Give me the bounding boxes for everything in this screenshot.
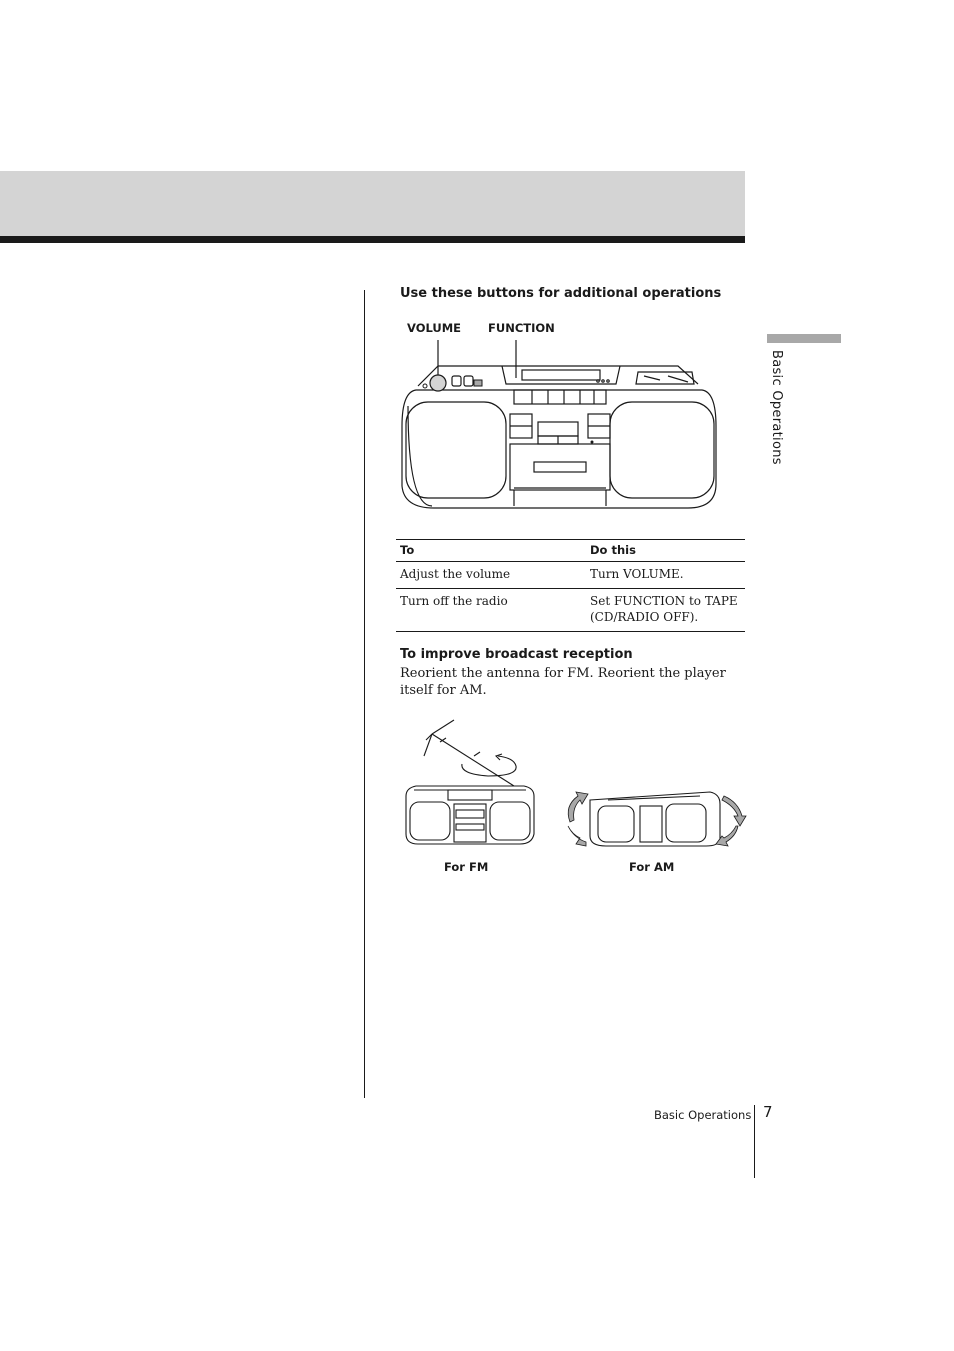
section-side-tab-label: Basic Operations: [769, 350, 784, 465]
table-cell-do-this: [586, 589, 745, 632]
fm-antenna-illustration: [402, 716, 538, 848]
header-rule: [0, 236, 745, 243]
am-caption: For AM: [629, 860, 675, 874]
reception-body: Reorient the antenna for FM. Reorient the player itself for AM.: [400, 666, 726, 698]
table-row: [396, 589, 745, 632]
table-header-row: [396, 540, 745, 562]
table-cell-to: Adjust the volume: [396, 562, 586, 589]
column-divider: [364, 290, 365, 1098]
table-cell-do-this-line1: Set FUNCTION to TAPE: [590, 594, 738, 608]
table-header-do-this: Do this: [586, 540, 745, 562]
table-row: [396, 562, 745, 589]
header-band: [0, 171, 745, 237]
reception-heading: To improve broadcast reception: [400, 647, 633, 662]
boombox-front-illustration: [398, 336, 722, 516]
fm-caption: For FM: [444, 860, 489, 874]
function-callout-label: FUNCTION: [488, 321, 555, 335]
table-cell-do-this-line2: (CD/RADIO OFF).: [590, 610, 699, 624]
operations-table: [396, 539, 745, 632]
page-number: 7: [763, 1103, 773, 1121]
table-header-to: To: [396, 540, 586, 562]
section-side-tab: [766, 350, 784, 490]
footer-section-label: Basic Operations: [654, 1108, 752, 1122]
table-cell-to: Turn off the radio: [396, 589, 586, 632]
am-rotation-illustration: [560, 786, 746, 848]
table-cell-do-this: Turn VOLUME.: [586, 562, 745, 589]
section-heading: Use these buttons for additional operations: [400, 286, 722, 301]
section-tab-bar: [767, 334, 841, 343]
volume-callout-label: VOLUME: [407, 321, 462, 335]
footer-rule: [754, 1105, 755, 1178]
